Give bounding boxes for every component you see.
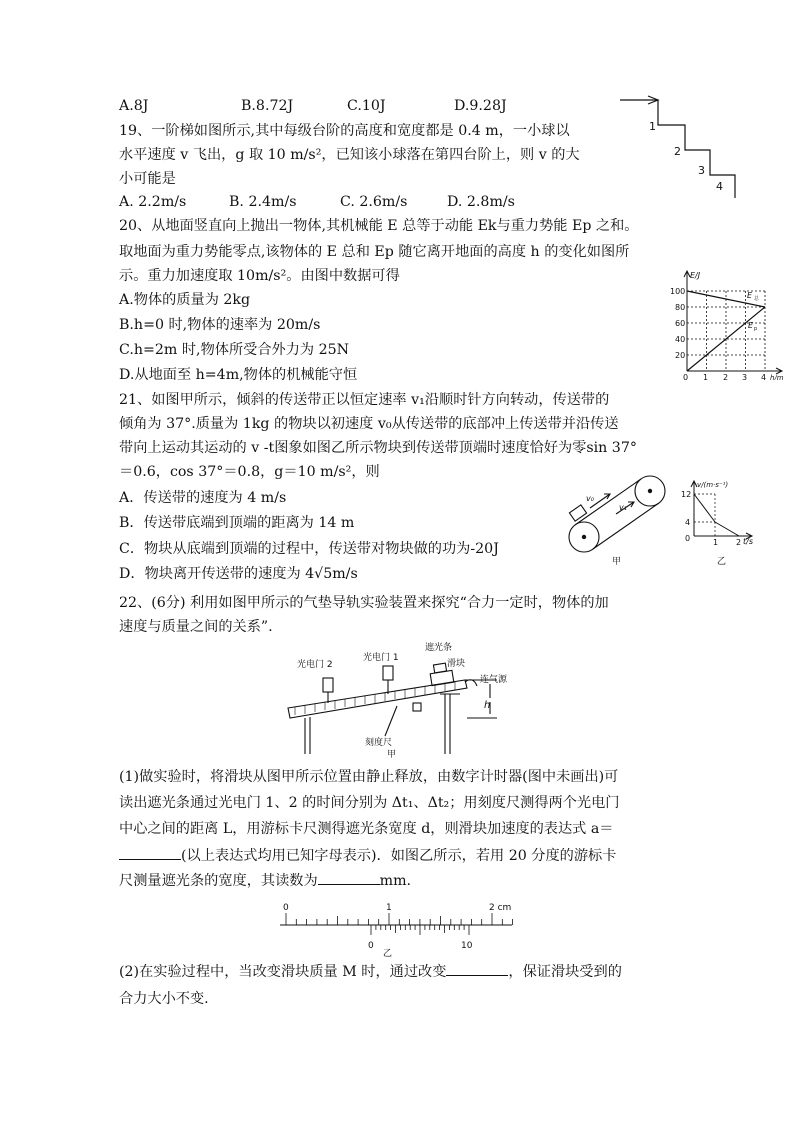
q19-line-1: 19、一阶梯如图所示,其中每级台阶的高度和宽度都是 0.4 m，一小球以 (119, 123, 570, 139)
svg-text:1: 1 (703, 373, 709, 380)
svg-text:E: E (748, 321, 754, 330)
energy-height-graph (670, 268, 790, 380)
main-scale-0: 0 (283, 903, 289, 913)
svg-text:p: p (754, 326, 758, 332)
q22-part2-line-1 (119, 961, 622, 982)
q22-part1-line-3: 中心之间的距离 L，用游标卡尺测得遮光条宽度 d，则滑块加速度的表达式 a＝ (119, 821, 614, 837)
vt-ytick-4: 4 (685, 518, 691, 527)
vt-ytick-0: 0 (685, 534, 691, 543)
step-label-2: 2 (674, 145, 681, 158)
svg-text:总: 总 (754, 296, 760, 302)
q19-option-b: B. 2.4m/s (229, 194, 297, 210)
answer-blank-quantity[interactable] (446, 961, 508, 976)
q22-part2-line-1-before: (2)在实验过程中，当改变滑块质量 M 时，通过改变 (119, 964, 447, 980)
fig-jia-caption: 甲 (612, 557, 622, 566)
q22-part1-line-4-text: (以上表达式均用已知字母表示)．如图乙所示，若用 20 分度的游标卡 (181, 848, 617, 864)
svg-text:E: E (747, 291, 753, 300)
svg-text:80: 80 (675, 303, 686, 312)
main-scale-2cm: 2 cm (489, 903, 512, 913)
svg-text:40: 40 (675, 335, 686, 344)
v1-label: v₁ (619, 503, 627, 512)
label-strip: 遮光条 (425, 643, 453, 653)
q20-option-c: C.h=2m 时,物体所受合外力为 25N (119, 342, 350, 358)
fig-yi-caption: 乙 (717, 557, 727, 566)
svg-text:h/m: h/m (770, 374, 784, 380)
q21-option-b: B．传送带底端到顶端的距离为 14 m (119, 515, 355, 531)
q19-option-a: A. 2.2m/s (119, 194, 187, 210)
label-air: 连气源 (480, 675, 508, 685)
q20-option-a: A.物体的质量为 2kg (119, 292, 251, 308)
answer-blank-acceleration[interactable] (119, 845, 181, 860)
q22-part1-line-5 (119, 870, 411, 891)
label-gate-2: 光电门 2 (297, 660, 333, 670)
caliper-caption: 乙 (383, 949, 393, 958)
vernier-caliper-figure (276, 896, 516, 958)
conveyor-belt-figure (562, 474, 672, 566)
q18-option-c: C.10J (347, 98, 386, 114)
q18-option-d: D.9.28J (454, 98, 507, 114)
q19-option-d: D. 2.8m/s (447, 194, 515, 210)
q22-part1-line-1: (1)做实验时，将滑块从图甲所示位置由静止释放，由数字计时器(图中未画出)可 (119, 769, 619, 785)
q22-part1-line-5-before: 尺测量遮光条的宽度，其读数为 (119, 873, 318, 889)
svg-text:20: 20 (675, 351, 686, 360)
vernier-scale-0: 0 (368, 941, 374, 951)
staircase-figure (618, 92, 738, 198)
vt-xtick-2: 2 (736, 538, 742, 547)
label-h: h (484, 700, 491, 711)
q21-line-3: 带向上运动其运动的 v -t图象如图乙所示物块到传送带顶端时速度恰好为零sin 37° (119, 440, 637, 456)
label-gate-1: 光电门 1 (363, 653, 399, 663)
q22-part2-line-2: 合力大小不变. (119, 991, 209, 1007)
svg-text:0: 0 (683, 373, 689, 380)
vt-graph (677, 478, 767, 566)
svg-text:60: 60 (675, 319, 686, 328)
vt-ytick-12: 12 (681, 490, 692, 499)
air-track-figure (285, 636, 525, 760)
svg-text:3: 3 (742, 373, 748, 380)
step-label-1: 1 (649, 120, 656, 133)
svg-text:E/J: E/J (690, 271, 701, 280)
q21-option-a: A．传送带的速度为 4 m/s (119, 490, 287, 506)
main-scale-1: 1 (386, 903, 392, 913)
q20-line-3: 示。重力加速度取 10m/s²。由图中数据可得 (119, 268, 400, 284)
q18-option-b: B.8.72J (241, 98, 294, 114)
label-slider: 滑块 (447, 659, 466, 669)
q21-line-2: 倾角为 37°.质量为 1kg 的物块以初速度 v₀从传送带的底部冲上传送带并沿传送 (119, 416, 619, 432)
q22-line-1: 22、(6分) 利用如图甲所示的气垫导轨实验装置来探究“合力一定时，物体的加 (119, 595, 609, 611)
vt-xtick-1: 1 (713, 538, 719, 547)
q22-line-2: 速度与质量之间的关系”. (119, 619, 273, 635)
svg-text:2: 2 (723, 373, 729, 380)
q22-part1-line-4 (119, 845, 616, 866)
q21-option-d: D．物块离开传送带的速度为 4√5m/s (119, 566, 358, 582)
q22-part1-line-5-after: mm. (379, 873, 412, 889)
q18-option-a: A.8J (119, 98, 149, 114)
vt-ylabel: v/(m·s⁻¹) (697, 481, 729, 489)
q21-option-c: C．物块从底端到顶端的过程中，传送带对物块做的功为-20J (119, 541, 499, 557)
label-ruler: 刻度尺 (365, 738, 393, 748)
svg-text:4: 4 (761, 373, 767, 380)
vt-xlabel: t/s (743, 537, 753, 546)
v0-label: v₀ (586, 494, 594, 503)
q22-part1-line-2: 读出遮光条通过光电门 1、2 的时间分别为 Δt₁、Δt₂；用刻度尺测得两个光电门 (119, 795, 620, 811)
air-track-caption: 甲 (387, 750, 397, 760)
q22-part2-line-1-after: ，保证滑块受到的 (508, 964, 622, 980)
q21-line-4: ＝0.6，cos 37°＝0.8，g＝10 m/s²，则 (119, 464, 380, 480)
answer-blank-reading[interactable] (318, 870, 380, 885)
q20-option-d: D.从地面至 h=4m,物体的机械能守恒 (119, 367, 358, 383)
step-label-3: 3 (698, 164, 705, 177)
svg-text:100: 100 (670, 287, 686, 296)
q20-option-b: B.h=0 时,物体的速率为 20m/s (119, 317, 321, 333)
q20-line-1: 20、从地面竖直向上抛出一物体,其机械能 E 总等于动能 Ek与重力势能 Ep 之和。 (119, 218, 639, 234)
q20-line-2: 取地面为重力势能零点,该物体的 E 总和 Ep 随它离开地面的高度 h 的变化如图所 (119, 244, 630, 260)
vernier-scale-10: 10 (461, 941, 473, 951)
q19-line-3: 小可能是 (119, 171, 176, 187)
q19-option-c: C. 2.6m/s (340, 194, 408, 210)
q19-line-2: 水平速度 v 飞出，g 取 10 m/s²，已知该小球落在第四台阶上，则 v 的大 (119, 147, 580, 163)
step-label-4: 4 (716, 180, 723, 193)
q21-line-1: 21、如图甲所示，倾斜的传送带正以恒定速率 v₁沿顺时针方向转动，传送带的 (119, 392, 610, 408)
